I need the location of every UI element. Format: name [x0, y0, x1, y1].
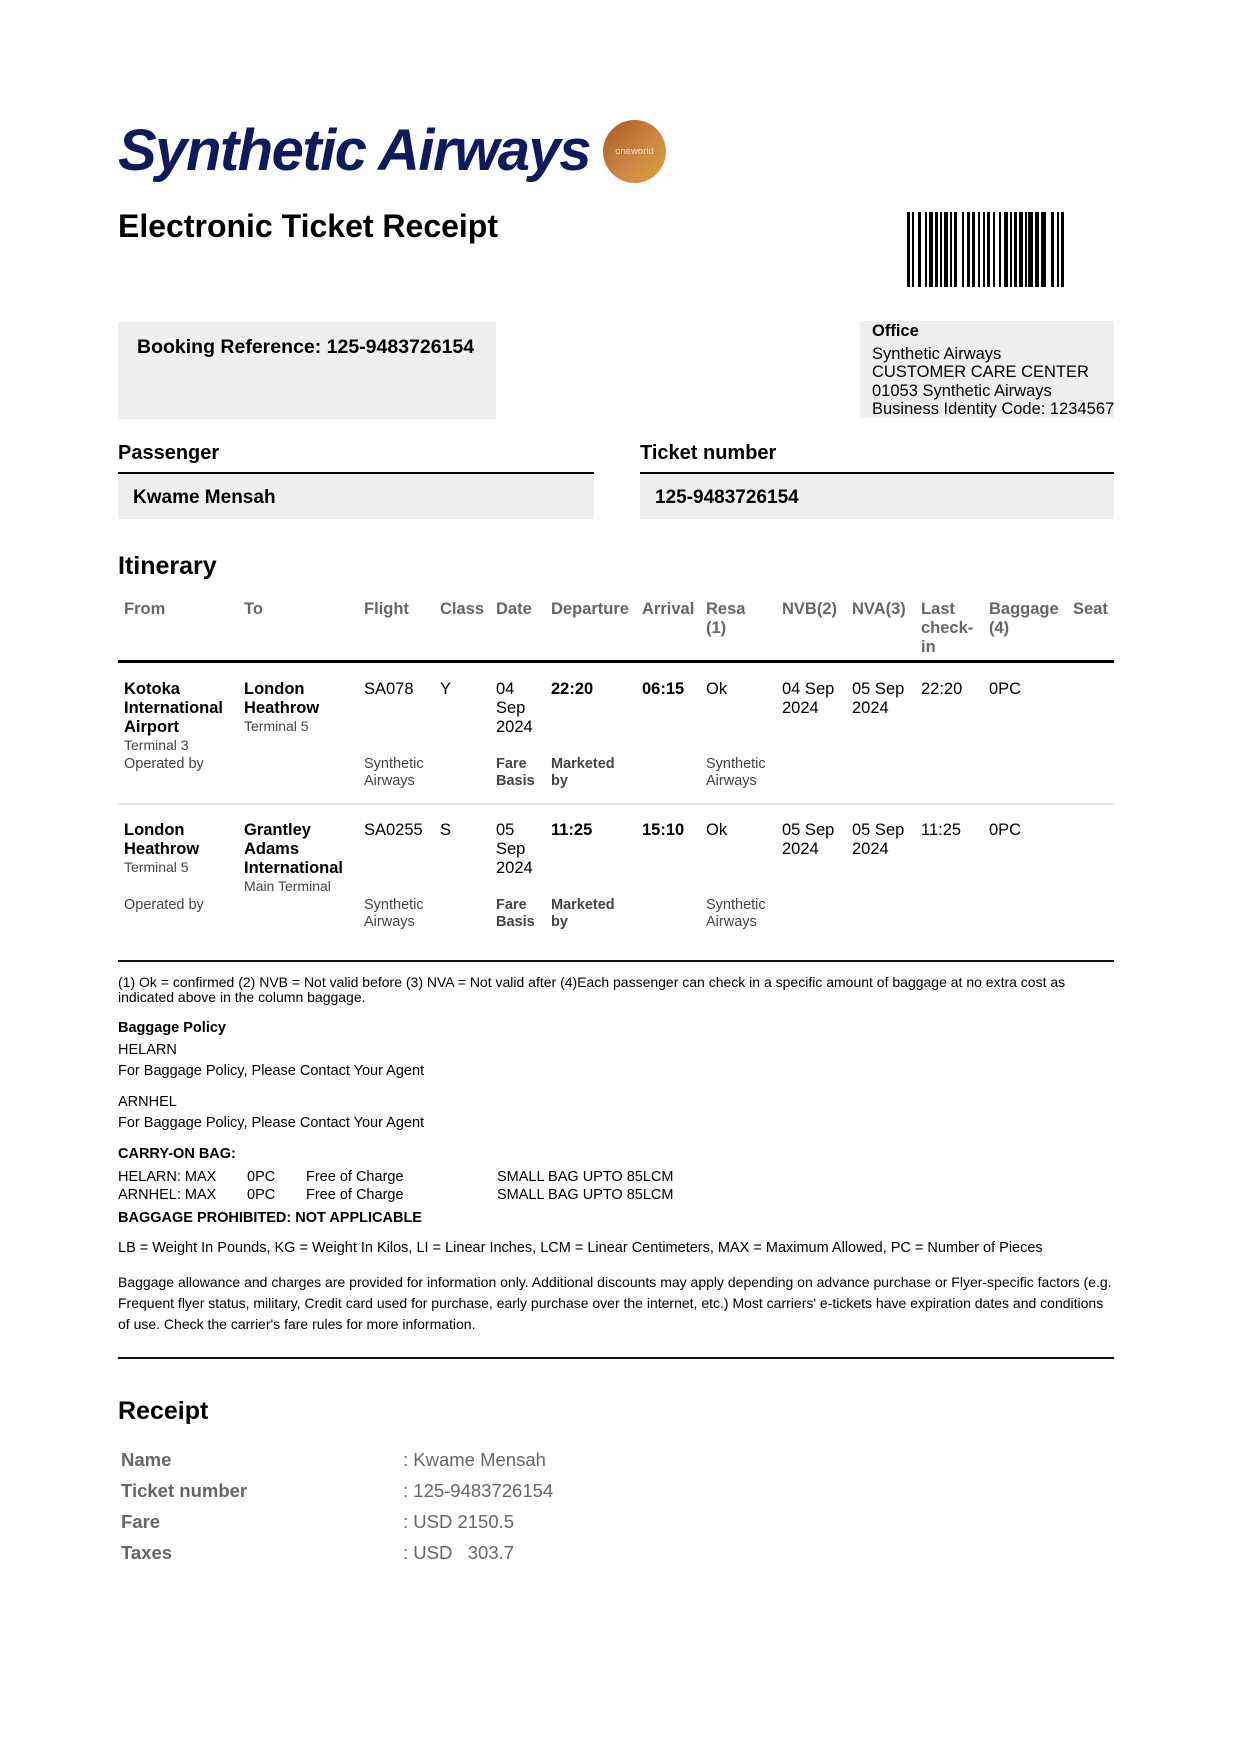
- segment-last-checkin: 22:20: [921, 680, 963, 698]
- operated-by-label: Operated by: [124, 756, 204, 772]
- column-header-flight: Flight: [364, 600, 409, 618]
- baggage-unit-legend: LB = Weight In Pounds, KG = Weight In Kilos, LI = Linear Inches, LCM = Linear Centimeters, MAX = Maximum Allowed, PC = Number of Pieces: [118, 1240, 1043, 1256]
- operated-by-label: Operated by: [124, 897, 204, 913]
- segment-nvb: 05 Sep 2024: [782, 821, 835, 858]
- column-header-to: To: [244, 600, 263, 618]
- itinerary-bottom-divider: [118, 960, 1114, 962]
- passenger-label: Passenger: [118, 442, 220, 464]
- segment-baggage: 0PC: [989, 821, 1022, 839]
- column-header-resa: Resa (1): [706, 600, 746, 637]
- column-header-seat: Seat: [1073, 600, 1108, 618]
- segment-from: Kotoka International Airport Terminal 3: [124, 680, 224, 753]
- column-header-departure: Departure: [551, 600, 629, 618]
- marketed-by-label: Marketed by: [551, 897, 615, 930]
- segment-last-checkin: 11:25: [921, 821, 962, 839]
- baggage-route-code: HELARN: [118, 1042, 177, 1058]
- segment-departure: 22:20: [551, 680, 594, 698]
- segment-from: London Heathrow Terminal 5: [124, 821, 200, 875]
- column-header-class: Class: [440, 600, 485, 618]
- baggage-route-code: ARNHEL: [118, 1094, 177, 1110]
- ticket-number-value: 125-9483726154: [655, 487, 799, 508]
- ticket-number-box: [640, 472, 1114, 519]
- segment-nva: 05 Sep 2024: [852, 821, 905, 858]
- alliance-badge-label: oneworld: [615, 146, 654, 157]
- column-header-baggage: Baggage (4): [989, 600, 1059, 637]
- segment-resa: Ok: [706, 680, 728, 698]
- office-box: [860, 321, 1114, 418]
- segment-flight: SA0255: [364, 821, 423, 839]
- receipt-divider: [118, 1357, 1114, 1359]
- segment-from-terminal: Terminal 3: [124, 737, 189, 753]
- segment-to-terminal: Main Terminal: [244, 878, 331, 894]
- office-line: CUSTOMER CARE CENTER: [872, 363, 1089, 381]
- operated-by-value: Synthetic Airways: [364, 897, 424, 930]
- fare-basis-label: Fare Basis: [496, 897, 535, 930]
- baggage-disclaimer: Baggage allowance and charges are provided for information only. Additional discounts may apply depending on advance purchase or Flyer-specific factors (e.g. Frequent flyer status, military, Credit card used for purchase, early purchase over the internet, etc.) Most carriers' e-tickets have expiration dates and conditions of use. Check the carrier's fare rules for more information.: [118, 1274, 1112, 1332]
- booking-reference-value: 125-9483726154: [326, 336, 475, 358]
- segment-baggage: 0PC: [989, 680, 1022, 698]
- receipt-title: Receipt: [118, 1397, 209, 1425]
- office-label: Office: [872, 322, 919, 340]
- segment-flight: SA078: [364, 680, 414, 698]
- segment-to: Grantley Adams International Main Terminal: [244, 821, 344, 894]
- itinerary-title: Itinerary: [118, 552, 217, 580]
- segment-to-terminal: Terminal 5: [244, 718, 309, 734]
- office-line: Synthetic Airways: [872, 344, 1002, 363]
- document-title: Electronic Ticket Receipt: [118, 208, 498, 244]
- column-header-from: From: [124, 600, 166, 618]
- segment-nvb: 04 Sep 2024: [782, 680, 835, 717]
- fare-basis-label: Fare Basis: [496, 756, 535, 789]
- office-line: Business Identity Code: 1234567: [872, 400, 1115, 418]
- segment-from-terminal: Terminal 5: [124, 859, 189, 875]
- marketed-by-value: Synthetic Airways: [706, 897, 766, 930]
- segment-resa: Ok: [706, 821, 728, 839]
- segment-nva: 05 Sep 2024: [852, 680, 905, 717]
- segment-departure: 11:25: [551, 821, 593, 839]
- alliance-badge: [603, 120, 666, 183]
- office-line: 01053 Synthetic Airways: [872, 381, 1052, 400]
- passenger-name: Kwame Mensah: [133, 487, 276, 508]
- ticket-number-label: Ticket number: [640, 442, 777, 464]
- baggage-route-text: For Baggage Policy, Please Contact Your Agent: [118, 1063, 425, 1079]
- booking-reference-box: [118, 322, 496, 419]
- baggage-prohibited: BAGGAGE PROHIBITED: NOT APPLICABLE: [118, 1210, 422, 1226]
- column-header-arrival: Arrival: [642, 600, 695, 618]
- baggage-route-text: For Baggage Policy, Please Contact Your Agent: [118, 1115, 425, 1131]
- column-header-nva: NVA(3): [852, 600, 906, 618]
- column-header-last-checkin: Last check- in: [921, 600, 974, 656]
- operated-by-value: Synthetic Airways: [364, 756, 424, 789]
- marketed-by-label: Marketed by: [551, 756, 615, 789]
- carry-on-title: CARRY-ON BAG:: [118, 1146, 236, 1162]
- barcode-icon: [907, 212, 1107, 287]
- segment-class: S: [440, 821, 452, 839]
- marketed-by-value: Synthetic Airways: [706, 756, 766, 789]
- segment-date: 05 Sep 2024: [496, 821, 533, 877]
- brand-logo: Synthetic Airways: [118, 118, 590, 183]
- passenger-box: [118, 472, 594, 519]
- booking-reference-label: Booking Reference:: [137, 336, 322, 358]
- baggage-policy-title: Baggage Policy: [118, 1020, 226, 1036]
- segment-divider: [118, 803, 1114, 805]
- column-header-nvb: NVB(2): [782, 600, 838, 618]
- segment-arrival: 15:10: [642, 821, 685, 839]
- segment-to: London Heathrow Terminal 5: [244, 680, 320, 734]
- segment-class: Y: [440, 680, 452, 698]
- segment-arrival: 06:15: [642, 680, 685, 698]
- segment-date: 04 Sep 2024: [496, 680, 533, 736]
- column-header-date: Date: [496, 600, 532, 618]
- itinerary-footnote: (1) Ok = confirmed (2) NVB = Not valid before (3) NVA = Not valid after (4)Each passenger can check in a specific amount of baggage at no extra cost as indicated above in the column baggage.: [118, 974, 1066, 1005]
- table-header-divider: [118, 660, 1114, 663]
